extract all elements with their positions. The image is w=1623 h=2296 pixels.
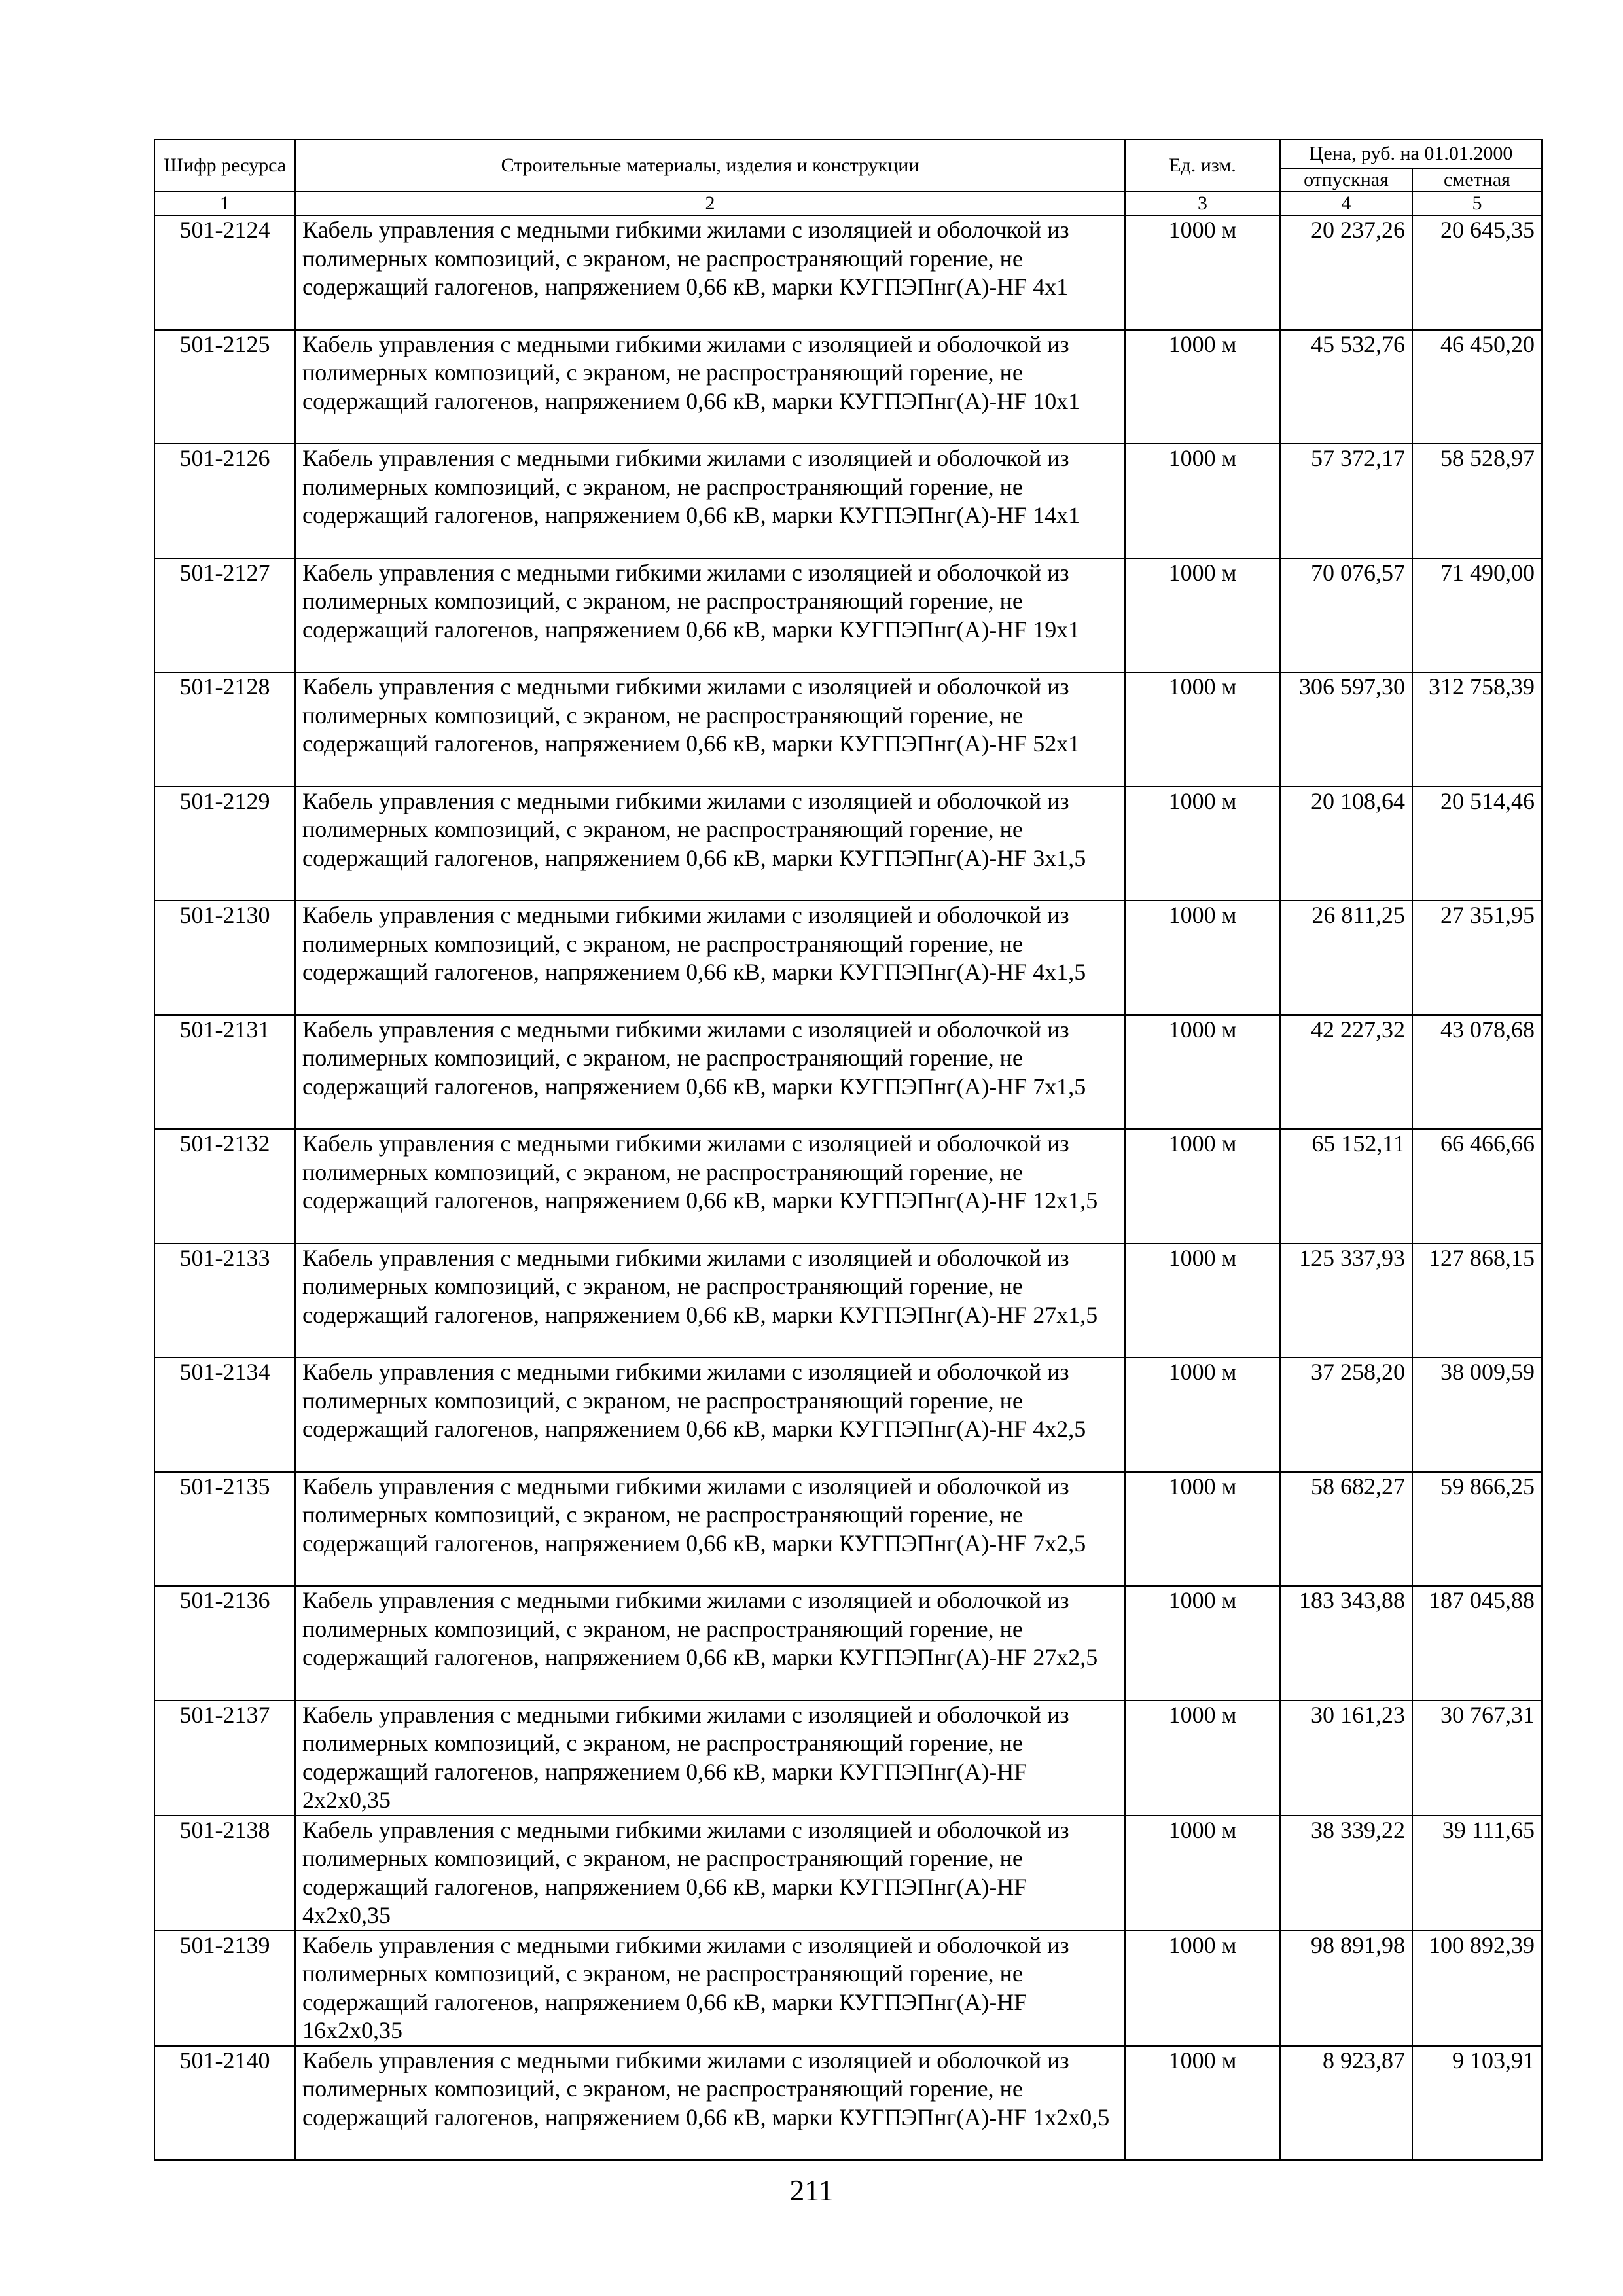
row-unit: 1000 м <box>1125 2046 1280 2161</box>
row-code: 501-2139 <box>154 1931 295 2046</box>
row-name: Кабель управления с медными гибкими жилами с изоляцией и оболочкой из полимерных композиций, с экраном, не распространяющий горение, не содержащий галогенов, напряжением 0,66 кВ, марки КУГПЭПнг(А)-HF 10x1 <box>295 330 1125 444</box>
row-code: 501-2124 <box>154 215 295 330</box>
table-row <box>154 901 1542 1015</box>
row-name: Кабель управления с медными гибкими жилами с изоляцией и оболочкой из полимерных композиций, с экраном, не распространяющий горение, не содержащий галогенов, напряжением 0,66 кВ, марки КУГПЭПнг(А)-HF 4x2x0,35 <box>295 1816 1125 1931</box>
row-code: 501-2133 <box>154 1244 295 1358</box>
row-name: Кабель управления с медными гибкими жилами с изоляцией и оболочкой из полимерных композиций, с экраном, не распространяющий горение, не содержащий галогенов, напряжением 0,66 кВ, марки КУГПЭПнг(А)-HF 4x1 <box>295 215 1125 330</box>
table-row <box>154 1931 1542 2046</box>
row-price-release: 58 682,27 <box>1280 1472 1412 1587</box>
row-name: Кабель управления с медными гибкими жилами с изоляцией и оболочкой из полимерных композиций, с экраном, не распространяющий горение, не содержащий галогенов, напряжением 0,66 кВ, марки КУГПЭПнг(А)-HF 19x1 <box>295 558 1125 673</box>
row-name: Кабель управления с медными гибкими жилами с изоляцией и оболочкой из полимерных композиций, с экраном, не распространяющий горение, не содержащий галогенов, напряжением 0,66 кВ, марки КУГПЭПнг(А)-HF 7x2,5 <box>295 1472 1125 1587</box>
row-unit: 1000 м <box>1125 672 1280 787</box>
table-row <box>154 2046 1542 2161</box>
row-price-release: 8 923,87 <box>1280 2046 1412 2161</box>
row-code: 501-2126 <box>154 444 295 558</box>
row-price-release: 26 811,25 <box>1280 901 1412 1015</box>
row-name: Кабель управления с медными гибкими жилами с изоляцией и оболочкой из полимерных композиций, с экраном, не распространяющий горение, не содержащий галогенов, напряжением 0,66 кВ, марки КУГПЭПнг(А)-HF 1x2x0,5 <box>295 2046 1125 2161</box>
row-name: Кабель управления с медными гибкими жилами с изоляцией и оболочкой из полимерных композиций, с экраном, не распространяющий горение, не содержащий галогенов, напряжением 0,66 кВ, марки КУГПЭПнг(А)-HF 4x1,5 <box>295 901 1125 1015</box>
page-number: 211 <box>789 2174 834 2207</box>
header-code: Шифр ресурса <box>154 139 295 192</box>
column-number: 3 <box>1125 192 1280 215</box>
row-unit: 1000 м <box>1125 901 1280 1015</box>
table-row <box>154 1357 1542 1472</box>
header-price-release: отпускная <box>1280 168 1412 192</box>
row-unit: 1000 м <box>1125 1931 1280 2046</box>
table-row <box>154 1244 1542 1358</box>
row-unit: 1000 м <box>1125 1129 1280 1244</box>
row-unit: 1000 м <box>1125 1586 1280 1700</box>
row-price-estimate: 58 528,97 <box>1412 444 1542 558</box>
row-price-estimate: 20 514,46 <box>1412 787 1542 901</box>
row-price-estimate: 187 045,88 <box>1412 1586 1542 1700</box>
table-row <box>154 444 1542 558</box>
row-unit: 1000 м <box>1125 1244 1280 1358</box>
row-code: 501-2134 <box>154 1357 295 1472</box>
row-price-release: 306 597,30 <box>1280 672 1412 787</box>
row-name: Кабель управления с медными гибкими жилами с изоляцией и оболочкой из полимерных композиций, с экраном, не распространяющий горение, не содержащий галогенов, напряжением 0,66 кВ, марки КУГПЭПнг(А)-HF 7x1,5 <box>295 1015 1125 1130</box>
row-name: Кабель управления с медными гибкими жилами с изоляцией и оболочкой из полимерных композиций, с экраном, не распространяющий горение, не содержащий галогенов, напряжением 0,66 кВ, марки КУГПЭПнг(А)-HF 27x2,5 <box>295 1586 1125 1700</box>
row-name: Кабель управления с медными гибкими жилами с изоляцией и оболочкой из полимерных композиций, с экраном, не распространяющий горение, не содержащий галогенов, напряжением 0,66 кВ, марки КУГПЭПнг(А)-HF 27x1,5 <box>295 1244 1125 1358</box>
row-price-release: 38 339,22 <box>1280 1816 1412 1931</box>
row-name: Кабель управления с медными гибкими жилами с изоляцией и оболочкой из полимерных композиций, с экраном, не распространяющий горение, не содержащий галогенов, напряжением 0,66 кВ, марки КУГПЭПнг(А)-HF 3x1,5 <box>295 787 1125 901</box>
row-price-estimate: 46 450,20 <box>1412 330 1542 444</box>
table-header <box>154 139 1542 215</box>
row-price-estimate: 27 351,95 <box>1412 901 1542 1015</box>
row-price-release: 70 076,57 <box>1280 558 1412 673</box>
row-unit: 1000 м <box>1125 215 1280 330</box>
row-price-estimate: 9 103,91 <box>1412 2046 1542 2161</box>
row-price-estimate: 66 466,66 <box>1412 1129 1542 1244</box>
row-name: Кабель управления с медными гибкими жилами с изоляцией и оболочкой из полимерных композиций, с экраном, не распространяющий горение, не содержащий галогенов, напряжением 0,66 кВ, марки КУГПЭПнг(А)-HF 4x2,5 <box>295 1357 1125 1472</box>
row-unit: 1000 м <box>1125 1472 1280 1587</box>
row-price-estimate: 100 892,39 <box>1412 1931 1542 2046</box>
row-unit: 1000 м <box>1125 1816 1280 1931</box>
table-row <box>154 672 1542 787</box>
row-code: 501-2128 <box>154 672 295 787</box>
table-row <box>154 1816 1542 1931</box>
row-price-estimate: 39 111,65 <box>1412 1816 1542 1931</box>
row-code: 501-2136 <box>154 1586 295 1700</box>
table-row <box>154 1700 1542 1816</box>
row-price-estimate: 312 758,39 <box>1412 672 1542 787</box>
table-row <box>154 330 1542 444</box>
column-number: 1 <box>154 192 295 215</box>
row-price-release: 183 343,88 <box>1280 1586 1412 1700</box>
table-row <box>154 1015 1542 1130</box>
column-number: 2 <box>295 192 1125 215</box>
row-price-release: 98 891,98 <box>1280 1931 1412 2046</box>
price-table <box>154 139 1543 2161</box>
table-row <box>154 215 1542 330</box>
row-name: Кабель управления с медными гибкими жилами с изоляцией и оболочкой из полимерных композиций, с экраном, не распространяющий горение, не содержащий галогенов, напряжением 0,66 кВ, марки КУГПЭПнг(А)-HF 2x2x0,35 <box>295 1700 1125 1816</box>
row-name: Кабель управления с медными гибкими жилами с изоляцией и оболочкой из полимерных композиций, с экраном, не распространяющий горение, не содержащий галогенов, напряжением 0,66 кВ, марки КУГПЭПнг(А)-HF 12x1,5 <box>295 1129 1125 1244</box>
table-body <box>154 215 1542 2160</box>
header-price-estimate: сметная <box>1412 168 1542 192</box>
row-price-release: 37 258,20 <box>1280 1357 1412 1472</box>
row-code: 501-2138 <box>154 1816 295 1931</box>
row-code: 501-2132 <box>154 1129 295 1244</box>
column-number: 5 <box>1412 192 1542 215</box>
row-code: 501-2129 <box>154 787 295 901</box>
row-unit: 1000 м <box>1125 330 1280 444</box>
row-price-release: 57 372,17 <box>1280 444 1412 558</box>
row-code: 501-2131 <box>154 1015 295 1130</box>
row-unit: 1000 м <box>1125 1015 1280 1130</box>
row-unit: 1000 м <box>1125 787 1280 901</box>
table-row <box>154 1129 1542 1244</box>
row-name: Кабель управления с медными гибкими жилами с изоляцией и оболочкой из полимерных композиций, с экраном, не распространяющий горение, не содержащий галогенов, напряжением 0,66 кВ, марки КУГПЭПнг(А)-HF 16x2x0,35 <box>295 1931 1125 2046</box>
row-code: 501-2125 <box>154 330 295 444</box>
row-price-estimate: 43 078,68 <box>1412 1015 1542 1130</box>
table-row <box>154 787 1542 901</box>
row-price-release: 45 532,76 <box>1280 330 1412 444</box>
header-name: Строительные материалы, изделия и конструкции <box>295 139 1125 192</box>
header-unit: Ед. изм. <box>1125 139 1280 192</box>
row-name: Кабель управления с медными гибкими жилами с изоляцией и оболочкой из полимерных композиций, с экраном, не распространяющий горение, не содержащий галогенов, напряжением 0,66 кВ, марки КУГПЭПнг(А)-HF 14x1 <box>295 444 1125 558</box>
row-code: 501-2130 <box>154 901 295 1015</box>
row-price-release: 20 108,64 <box>1280 787 1412 901</box>
row-price-release: 65 152,11 <box>1280 1129 1412 1244</box>
row-unit: 1000 м <box>1125 444 1280 558</box>
column-number-row <box>154 192 1542 215</box>
row-price-estimate: 30 767,31 <box>1412 1700 1542 1816</box>
row-unit: 1000 м <box>1125 558 1280 673</box>
row-price-estimate: 71 490,00 <box>1412 558 1542 673</box>
table-row <box>154 558 1542 673</box>
row-code: 501-2140 <box>154 2046 295 2161</box>
row-price-release: 125 337,93 <box>1280 1244 1412 1358</box>
table-row <box>154 1472 1542 1587</box>
row-price-estimate: 20 645,35 <box>1412 215 1542 330</box>
row-price-release: 42 227,32 <box>1280 1015 1412 1130</box>
row-price-release: 30 161,23 <box>1280 1700 1412 1816</box>
row-price-estimate: 127 868,15 <box>1412 1244 1542 1358</box>
row-price-release: 20 237,26 <box>1280 215 1412 330</box>
row-code: 501-2135 <box>154 1472 295 1587</box>
row-unit: 1000 м <box>1125 1700 1280 1816</box>
column-number: 4 <box>1280 192 1412 215</box>
table-row <box>154 1586 1542 1700</box>
row-price-estimate: 59 866,25 <box>1412 1472 1542 1587</box>
row-name: Кабель управления с медными гибкими жилами с изоляцией и оболочкой из полимерных композиций, с экраном, не распространяющий горение, не содержащий галогенов, напряжением 0,66 кВ, марки КУГПЭПнг(А)-HF 52x1 <box>295 672 1125 787</box>
row-code: 501-2127 <box>154 558 295 673</box>
row-unit: 1000 м <box>1125 1357 1280 1472</box>
header-price-group: Цена, руб. на 01.01.2000 <box>1280 139 1542 168</box>
row-code: 501-2137 <box>154 1700 295 1816</box>
row-price-estimate: 38 009,59 <box>1412 1357 1542 1472</box>
